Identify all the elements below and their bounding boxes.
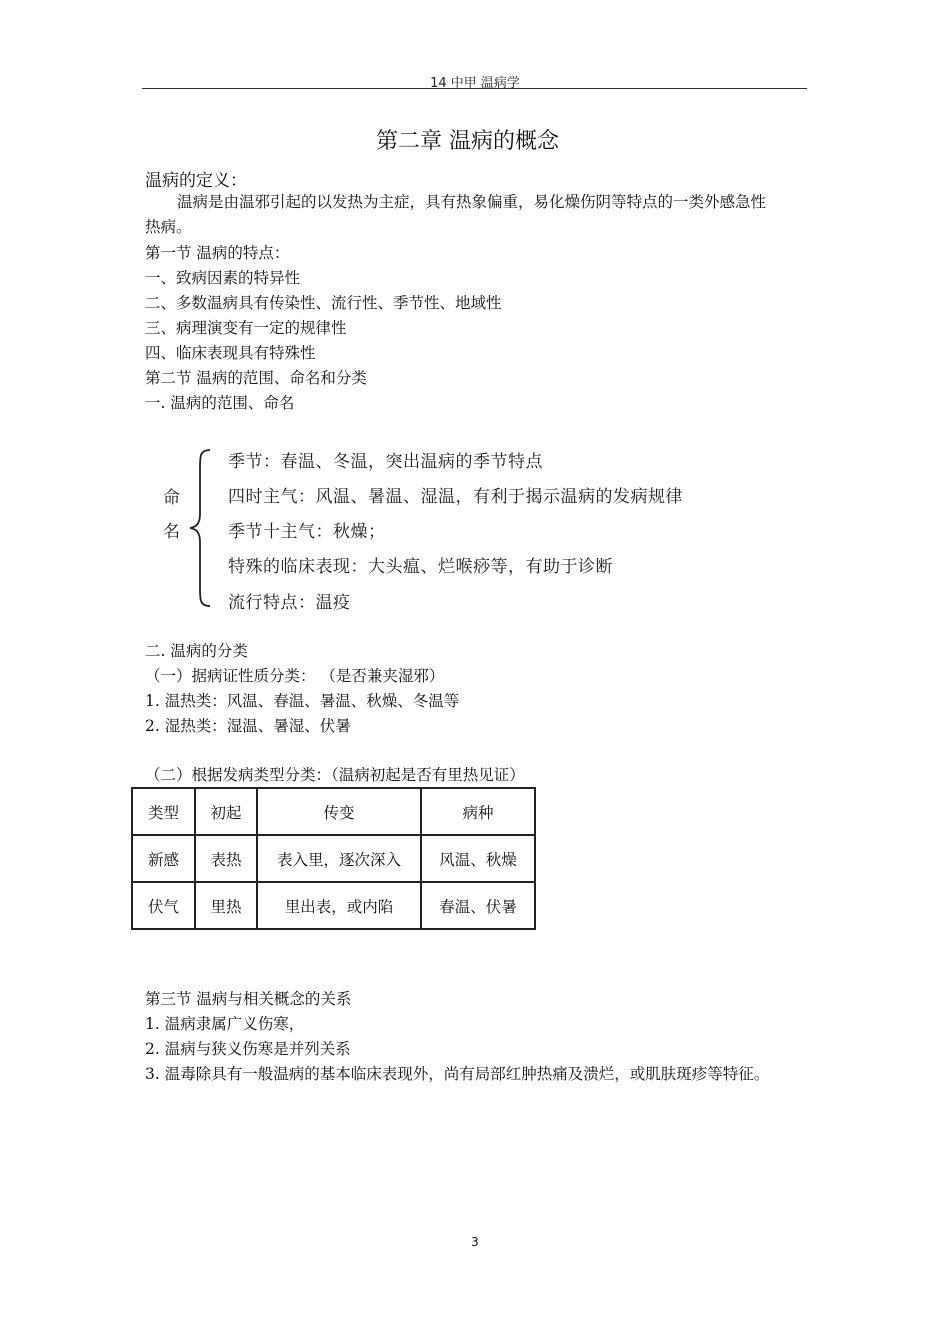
table-header-cell: 初起 [195,788,257,835]
class2-title: （二）根据发病类型分类：（温病初起是否有里热见证） [145,766,525,784]
table-cell: 风温、秋燥 [421,835,535,882]
table-cell: 里热 [195,882,257,929]
section3-title: 第三节 温病与相关概念的关系 [145,990,352,1008]
table-row [132,882,535,929]
section2-sub1: 一. 温病的范围、命名 [145,394,295,412]
table-cell: 表入里，逐次深入 [257,835,421,882]
naming-item: 季节十主气：秋燥； [228,522,386,542]
table-cell: 里出表，或内陷 [257,882,421,929]
table-header-cell: 病种 [421,788,535,835]
chapter-title: 第二章 温病的概念 [376,129,559,154]
section1-title: 第一节 温病的特点： [145,244,290,262]
section2-title: 第二节 温病的范围、命名和分类 [145,369,367,387]
table-cell: 新感 [132,835,195,882]
definition-line-1: 温病是由温邪引起的以发热为主症，具有热象偏重，易化燥伤阴等特点的一类外感急性 [177,193,767,211]
class1-title: （一）据病证性质分类： （是否兼夹湿邪） [145,667,445,685]
definition-title: 温病的定义： [145,171,247,191]
curly-brace-icon [188,448,214,608]
section1-item: 三、病理演变有一定的规律性 [145,319,347,337]
naming-item: 流行特点：温疫 [228,593,351,613]
table-cell: 伏气 [132,882,195,929]
table-cell: 春温、伏暑 [421,882,535,929]
naming-item: 四时主气：风温、暑温、湿温，有利于揭示温病的发病规律 [228,487,683,507]
naming-item: 特殊的临床表现：大头瘟、烂喉痧等，有助于诊断 [228,557,613,577]
onset-type-table [131,787,536,930]
naming-item: 季节：春温、冬温，突出温病的季节特点 [228,452,543,472]
class1-item: 1. 温热类：风温、春温、暑温、秋燥、冬温等 [145,692,460,710]
section3-item: 3. 温毒除具有一般温病的基本临床表现外，尚有局部红肿热痛及溃烂，或肌肤斑疹等特征。 [145,1065,770,1083]
page-number: 3 [471,1235,479,1249]
header-rule [142,88,807,89]
section2-sub2: 二. 温病的分类 [145,642,248,660]
section1-item: 二、多数温病具有传染性、流行性、季节性、地域性 [145,294,502,312]
section3-item: 2. 温病与狭义伤寒是并列关系 [145,1040,351,1058]
table-row [132,835,535,882]
table-header-row [132,788,535,835]
naming-label-bottom: 名 [163,522,181,542]
section1-item: 一、致病因素的特异性 [145,269,301,287]
definition-line-2: 热病。 [145,218,192,236]
page-header: 14 中甲 温病学 [430,76,520,91]
table-cell: 表热 [195,835,257,882]
table-header-cell: 传变 [257,788,421,835]
section1-item: 四、临床表现具有特殊性 [145,344,316,362]
class1-item: 2. 湿热类：湿温、暑湿、伏暑 [145,717,351,735]
section3-item: 1. 温病隶属广义伤寒， [145,1015,305,1033]
table-header-cell: 类型 [132,788,195,835]
naming-label-top: 命 [163,488,181,508]
